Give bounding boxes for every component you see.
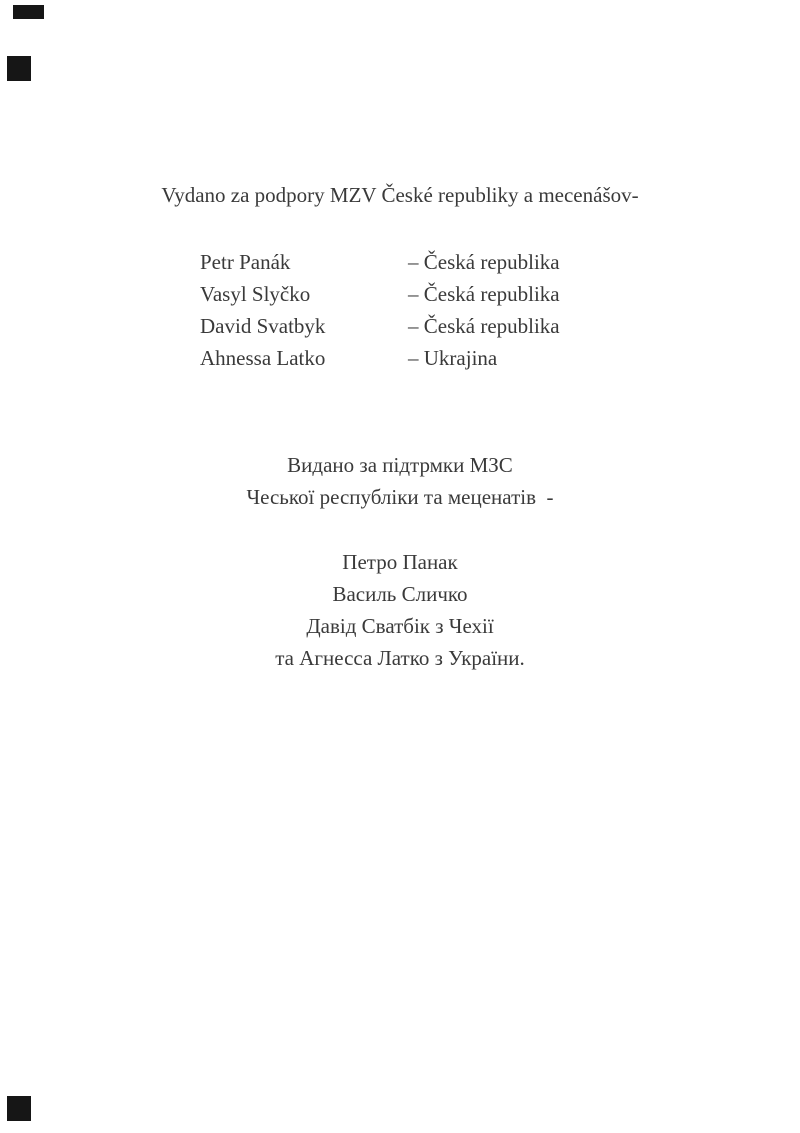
sponsor-country: – Česká republika bbox=[408, 314, 560, 338]
ukrainian-acknowledgement-heading bbox=[0, 449, 800, 513]
ukrainian-name: Василь Сличко bbox=[332, 582, 468, 606]
sponsor-name: David Svatbyk bbox=[200, 314, 326, 338]
czech-acknowledgement-heading: Vydano za podpory MZV České republiky a mecenášov- bbox=[161, 183, 639, 207]
sponsor-row bbox=[200, 246, 560, 278]
sponsor-name: Ahnessa Latko bbox=[200, 346, 326, 370]
ukrainian-name: Давід Сватбік з Чехії bbox=[306, 614, 494, 638]
sponsor-name: Petr Panák bbox=[200, 250, 291, 274]
sponsor-name: Vasyl Slyčko bbox=[200, 282, 311, 306]
ukrainian-heading-line2: Чеської республіки та меценатів - bbox=[246, 485, 554, 509]
sponsor-row bbox=[200, 342, 560, 374]
sponsor-list bbox=[200, 246, 560, 374]
ukrainian-heading-line1: Видано за підтрмки МЗС bbox=[287, 453, 513, 477]
scan-mark-top-square bbox=[7, 56, 31, 81]
sponsor-row bbox=[200, 310, 560, 342]
ukrainian-name: Петро Панак bbox=[342, 550, 458, 574]
ukrainian-names-list bbox=[0, 546, 800, 674]
ukrainian-name: та Агнесса Латко з України. bbox=[275, 646, 525, 670]
sponsor-country: – Česká republika bbox=[408, 250, 560, 274]
scan-mark-bottom-square bbox=[7, 1096, 31, 1121]
sponsor-country: – Česká republika bbox=[408, 282, 560, 306]
sponsor-row bbox=[200, 278, 560, 310]
scan-mark-top-bar bbox=[13, 5, 44, 19]
sponsor-country: – Ukrajina bbox=[408, 346, 498, 370]
